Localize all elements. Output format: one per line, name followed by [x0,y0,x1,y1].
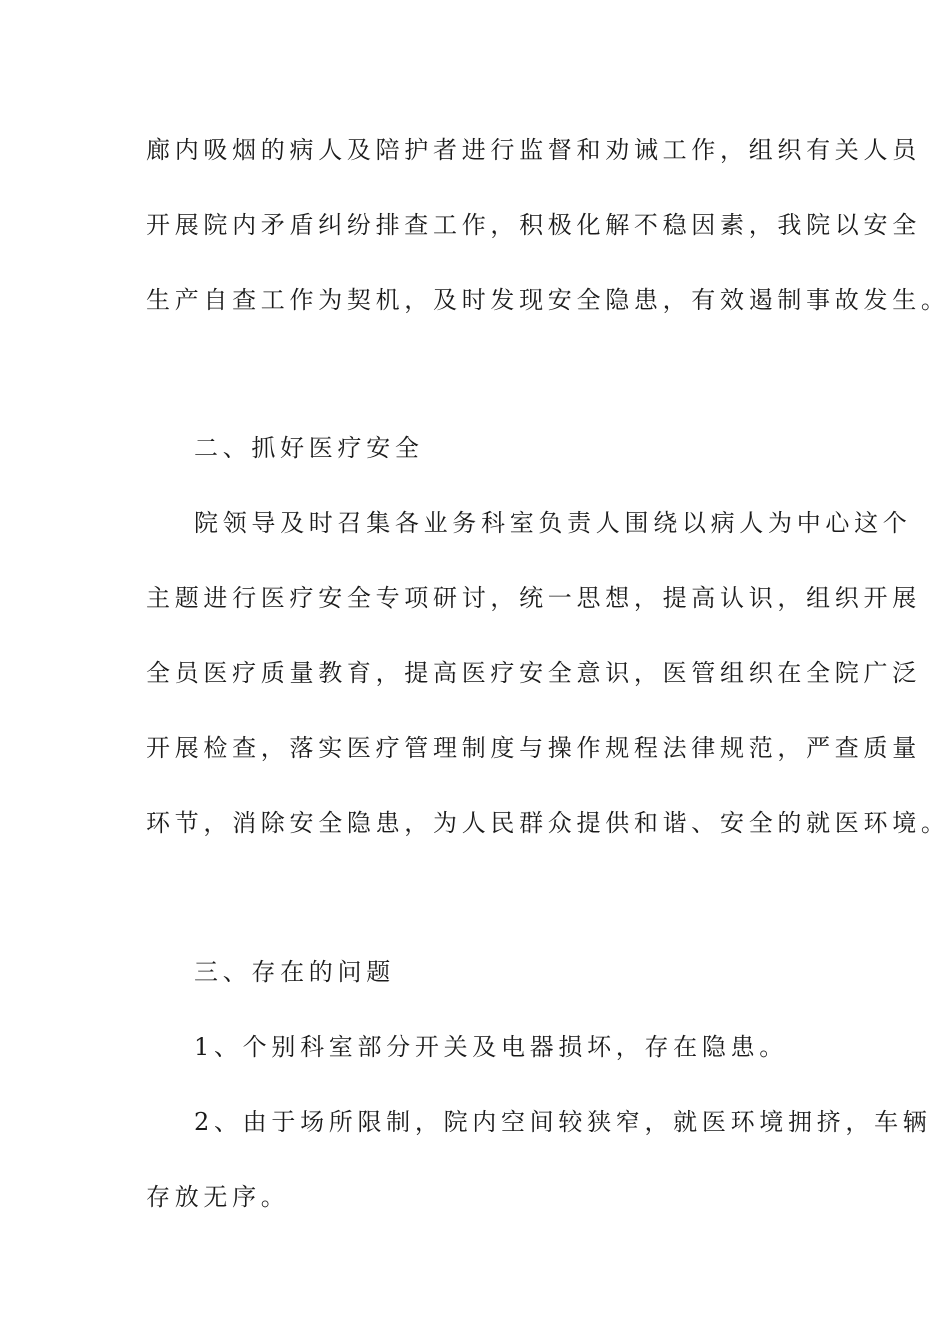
paragraph-1-line-2: 开展院内矛盾纠纷排查工作，积极化解不稳因素，我院以安全 [146,211,921,239]
paragraph-2-line-5: 环节，消除安全隐患，为人民群众提供和谐、安全的就医环境。 [146,809,950,837]
paragraph-1-line-3: 生产自查工作为契机，及时发现安全隐患，有效遏制事故发生。 [146,286,950,314]
paragraph-2-line-1: 院领导及时召集各业务科室负责人围绕以病人为中心这个 [194,509,912,537]
issue-item-2-line-2: 存放无序。 [146,1183,290,1211]
paragraph-2-line-4: 开展检查，落实医疗管理制度与操作规程法律规范，严查质量 [146,734,921,762]
issue-item-2-line-1: 2、由于场所限制，院内空间较狭窄，就医环境拥挤，车辆 [194,1108,932,1136]
issue-item-1: 1、个别科室部分开关及电器损坏，存在隐患。 [194,1033,788,1061]
paragraph-2-line-3: 全员医疗质量教育，提高医疗安全意识，医管组织在全院广泛 [146,659,921,687]
paragraph-2-line-2: 主题进行医疗安全专项研讨，统一思想，提高认识，组织开展 [146,584,921,612]
section-heading-3: 三、存在的问题 [194,958,395,986]
paragraph-1-line-1: 廊内吸烟的病人及陪护者进行监督和劝诫工作，组织有关人员 [146,136,921,164]
section-heading-2: 二、抓好医疗安全 [194,434,424,462]
